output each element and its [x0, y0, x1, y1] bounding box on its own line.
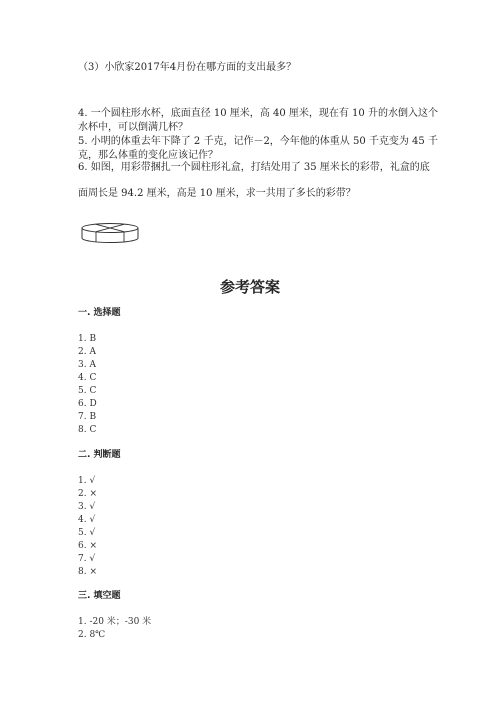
section-heading-judgment: 二. 判断题: [78, 450, 121, 460]
question-4-line-2: 水杯中，可以倒满几杯？: [78, 122, 188, 133]
answer-item: 4. √: [78, 515, 96, 525]
answer-item: 6. D: [78, 399, 97, 409]
answer-key-title: 参考答案: [219, 278, 280, 296]
section-heading-choice: 一. 选择题: [78, 308, 121, 318]
answer-item: 8. ×: [78, 567, 97, 577]
question-4-line-1: 4. 一个圆柱形水杯，底面直径 10 厘米，高 40 厘米，现在有 10 升的水倒入这个: [78, 108, 438, 119]
answer-item: 6. ×: [78, 541, 97, 551]
answer-item: 5. √: [78, 528, 96, 538]
question-6-line-2: 面周长是 94.2 厘米，高是 10 厘米，求一共用了多长的彩带？: [78, 188, 356, 199]
answer-item: 1. B: [78, 334, 97, 344]
answer-item: 1. √: [78, 476, 96, 486]
answer-item: 3. √: [78, 502, 96, 512]
box-bottom-arc: [82, 238, 138, 243]
answer-item: 7. B: [78, 412, 97, 422]
answer-item: 7. √: [78, 554, 96, 564]
answer-item: 2. ×: [78, 489, 97, 499]
answer-item: 4. C: [78, 373, 97, 383]
question-6-line-1: 6. 如图，用彩带捆扎一个圆柱形礼盒，打结处用了 35 厘米长的彩带，礼盒的底: [78, 162, 430, 173]
answer-item: 2. A: [78, 347, 96, 357]
answer-item: 1. -20 米；-30 米: [78, 617, 152, 627]
question-5-line-2: 克，那么体重的变化应该记作？: [78, 150, 218, 161]
section-heading-fill: 三. 填空题: [78, 591, 121, 601]
answer-item: 2. 8℃: [78, 630, 106, 640]
question-3-subpart: （3）小欣家2017年4月份在哪方面的支出最多？: [78, 62, 297, 73]
answer-item: 5. C: [78, 386, 97, 396]
answer-item: 3. A: [78, 360, 96, 370]
answer-item: 8. C: [78, 425, 97, 435]
question-5-line-1: 5. 小明的体重去年下降了 2 千克，记作－2，今年他的体重从 50 千克变为 45 千: [78, 136, 438, 147]
gift-box-figure: [80, 222, 140, 246]
